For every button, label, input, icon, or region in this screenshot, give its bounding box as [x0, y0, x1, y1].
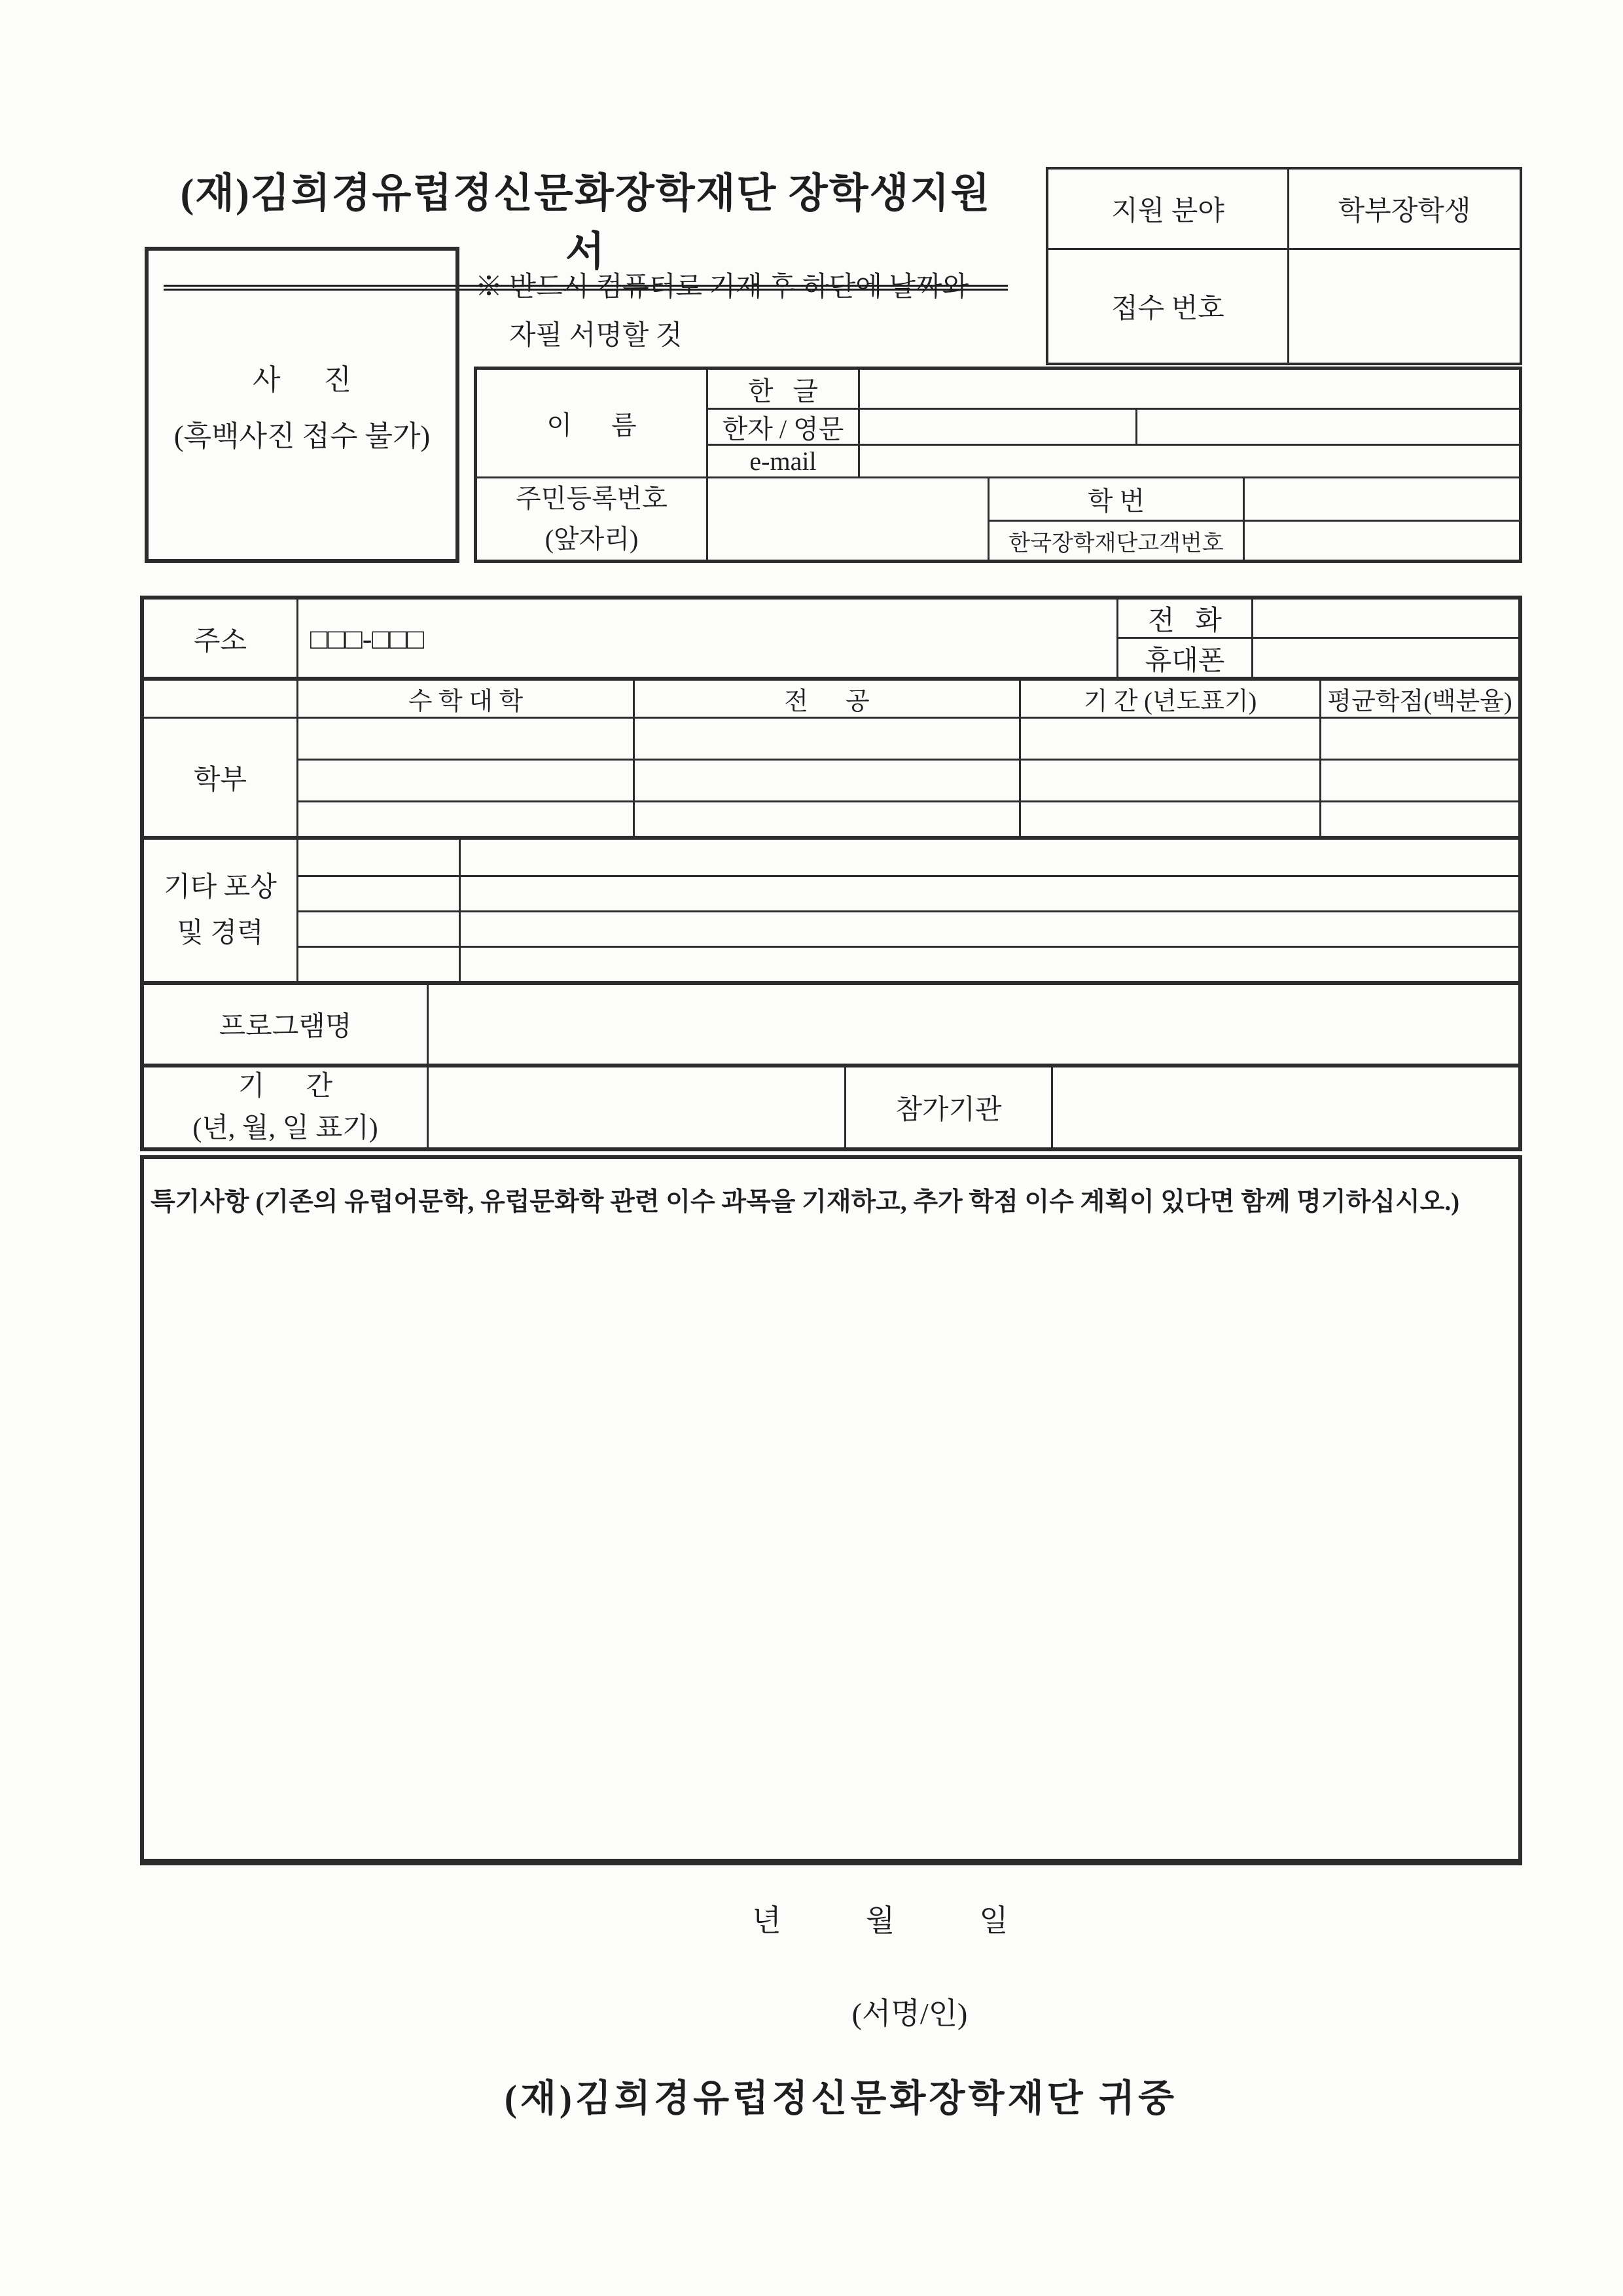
rrn-label-line1: 주민등록번호: [516, 484, 668, 513]
education-section-label: 학부: [144, 717, 296, 836]
award-detail-input-row3[interactable]: [459, 910, 1518, 946]
remarks-label: 특기사항 (기존의 유럽어문학, 유럽문화학 관련 이수 과목을 기재하고, 추가 학점 이수 계획이 있다면 함께 명기하십시오.): [151, 1188, 1460, 1216]
recipient-line: (재)김희경유럽정신문화장학재단 귀중: [504, 2078, 1178, 2119]
participating-org-input[interactable]: [1051, 1067, 1518, 1147]
program-period-label-line2: (년, 월, 일 표기): [192, 1113, 378, 1143]
university-input-row1[interactable]: [296, 717, 633, 759]
hangul-name-input[interactable]: [858, 370, 1519, 408]
rrn-label-line2: (앞자리): [544, 524, 639, 554]
signature-seal-line: (서명/인): [851, 1997, 968, 2030]
application-meta-table: [1046, 167, 1522, 365]
award-detail-input-row2[interactable]: [459, 875, 1518, 910]
photo-label: 사 진: [252, 363, 351, 396]
participating-org-label: 참가기관: [844, 1067, 1051, 1147]
program-name-section: [144, 981, 1518, 1064]
kosaf-number-label: 한국장학재단고객번호: [988, 520, 1243, 560]
period-input-row3[interactable]: [1019, 800, 1319, 836]
mobile-label: 휴대폰: [1116, 637, 1251, 678]
hanja-eng-name-label: 한자 / 영문: [706, 408, 858, 444]
period-input-row2[interactable]: [1019, 759, 1319, 800]
instruction-note: [475, 263, 969, 360]
education-section: [144, 677, 1518, 836]
hanja-eng-name-input-2[interactable]: [1135, 408, 1519, 444]
program-period-input[interactable]: [427, 1067, 844, 1147]
gpa-input-row3[interactable]: [1319, 800, 1518, 836]
instruction-note-line2: 자필 서명할 것: [509, 321, 683, 351]
period-input-row1[interactable]: [1019, 717, 1319, 759]
program-period-label-line1: 기 간: [238, 1071, 333, 1102]
awards-section: [144, 836, 1518, 981]
name-label: 이 름: [546, 410, 637, 440]
main-form-table: [140, 596, 1522, 1151]
identity-table: [474, 367, 1522, 563]
email-input[interactable]: [858, 444, 1519, 476]
major-input-row3[interactable]: [633, 800, 1019, 836]
mobile-input[interactable]: [1251, 637, 1518, 678]
award-detail-input-row1[interactable]: [459, 840, 1518, 875]
name-rows: [477, 370, 1519, 476]
program-name-input[interactable]: [427, 985, 1518, 1064]
phone-input[interactable]: [1251, 600, 1518, 637]
receipt-number-input[interactable]: [1287, 248, 1520, 363]
remarks-input-box[interactable]: [140, 1155, 1522, 1865]
receipt-number-label: 접수 번호: [1048, 248, 1287, 363]
program-period-section: [144, 1064, 1518, 1147]
major-input-row1[interactable]: [633, 717, 1019, 759]
award-type-input-row1[interactable]: [296, 840, 459, 875]
student-id-label: 학 번: [988, 478, 1243, 520]
major-input-row2[interactable]: [633, 759, 1019, 800]
photo-note: (흑백사진 접수 불가): [173, 420, 431, 452]
awards-section-label: [144, 840, 296, 981]
rrn-label: [477, 478, 706, 560]
program-period-label: [144, 1067, 427, 1147]
application-field-label: 지원 분야: [1111, 196, 1224, 226]
address-section: [144, 600, 1518, 677]
photo-upload-box[interactable]: [145, 247, 459, 563]
address-input[interactable]: □□□-□□□: [296, 600, 1116, 678]
education-header-period: 기 간 (년도표기): [1019, 681, 1319, 717]
program-name-label: 프로그램명: [219, 1012, 352, 1042]
education-header-gpa: 평균학점(백분율): [1319, 681, 1518, 717]
page-title: (재)김희경유럽정신문화장학재단 장학생지원서: [164, 160, 1008, 291]
address-label: 주소: [193, 626, 247, 656]
instruction-note-line1: ※ 반드시 컴퓨터로 기재 후 하단에 날짜와: [475, 272, 969, 302]
gpa-input-row2[interactable]: [1319, 759, 1518, 800]
award-type-input-row3[interactable]: [296, 910, 459, 946]
awards-label-line1: 기타 포상: [164, 872, 277, 903]
hangul-name-label: 한 글: [706, 370, 858, 408]
education-header-stub: [144, 681, 296, 717]
award-type-input-row4[interactable]: [296, 946, 459, 981]
award-type-input-row2[interactable]: [296, 875, 459, 910]
university-input-row3[interactable]: [296, 800, 633, 836]
awards-label-line2: 및 경력: [177, 918, 264, 948]
application-field-value: 학부장학생: [1287, 170, 1520, 248]
education-header-university: 수 학 대 학: [296, 681, 633, 717]
rrn-input[interactable]: [706, 478, 988, 560]
signature-date-line: 년 월 일: [752, 1904, 1008, 1937]
email-label: e-mail: [706, 444, 858, 476]
gpa-input-row1[interactable]: [1319, 717, 1518, 759]
award-detail-input-row4[interactable]: [459, 946, 1518, 981]
hanja-eng-name-input-1[interactable]: [858, 408, 1135, 444]
student-id-input[interactable]: [1243, 478, 1519, 520]
kosaf-number-input[interactable]: [1243, 520, 1519, 560]
rrn-rows: [477, 476, 1519, 560]
phone-label: 전 화: [1116, 600, 1251, 637]
university-input-row2[interactable]: [296, 759, 633, 800]
education-header-major: 전 공: [633, 681, 1019, 717]
